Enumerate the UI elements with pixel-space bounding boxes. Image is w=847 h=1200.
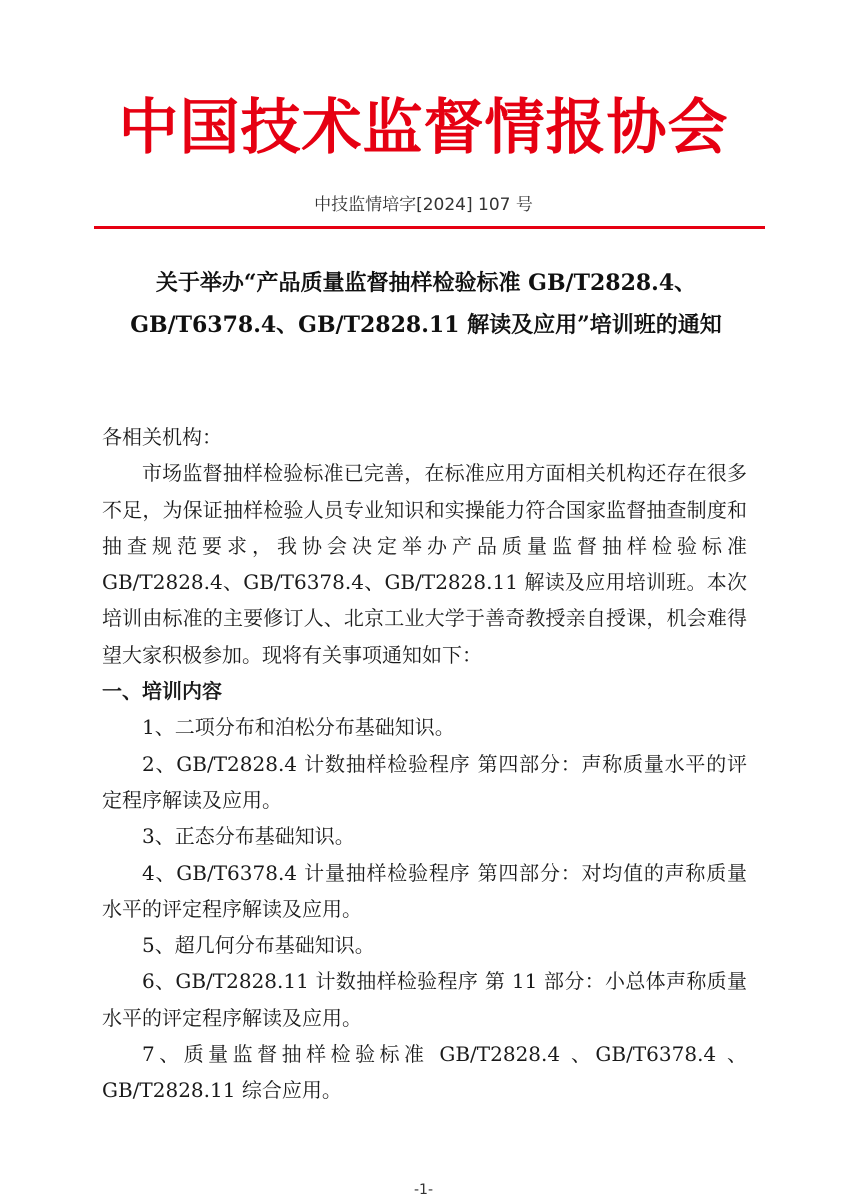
training-item-6: 6、GB/T2828.11 计数抽样检验程序 第 11 部分：小总体声称质量水平的评定程序解读及应用。: [102, 969, 747, 1030]
training-item-7: 7、质量监督抽样检验标准 GB/T2828.4 、GB/T6378.4 、GB/T2828.11 综合应用。: [102, 1042, 747, 1103]
intro-paragraph: 市场监督抽样检验标准已完善，在标准应用方面相关机构还存在很多不足，为保证抽样检验人员专业知识和实操能力符合国家监督抽查制度和抽查规范要求，我协会决定举办产品质量监督抽样检验标准 GB/T2828.4、GB/T6378.4、GB/T2828.11 解读及应用培训班。本次培训由标准的主要修订人、北京工业大学于善奇教授亲自授课，机会难得望大家积极参加。现将有关事项通知如下：: [102, 461, 747, 667]
notice-body: [102, 419, 747, 1109]
training-item-4: 4、GB/T6378.4 计量抽样检验程序 第四部分：对均值的声称质量水平的评定程序解读及应用。: [102, 860, 747, 921]
letterhead-divider: [94, 226, 765, 229]
organization-letterhead: 中国技术监督情报协会: [118, 93, 729, 163]
salutation: 各相关机构：: [102, 425, 222, 449]
training-item-5: 5、超几何分布基础知识。: [142, 933, 375, 958]
training-item-3: 3、正态分布基础知识。: [142, 824, 355, 849]
training-item-2: 2、GB/T2828.4 计数抽样检验程序 第四部分：声称质量水平的评定程序解读及应用。: [102, 751, 747, 812]
notice-title-line-2: GB/T6378.4、GB/T2828.11 解读及应用”培训班的通知: [130, 312, 722, 338]
section-heading-training-content: 一、培训内容: [102, 679, 222, 704]
notice-title-line-1: 关于举办“产品质量监督抽样检验标准 GB/T2828.4、: [155, 270, 697, 296]
notice-title: [96, 262, 756, 346]
document-number: 中技监情培字[2024] 107 号: [314, 195, 533, 215]
training-item-1: 1、二项分布和泊松分布基础知识。: [142, 715, 455, 740]
page-number: -1-: [413, 1182, 433, 1198]
